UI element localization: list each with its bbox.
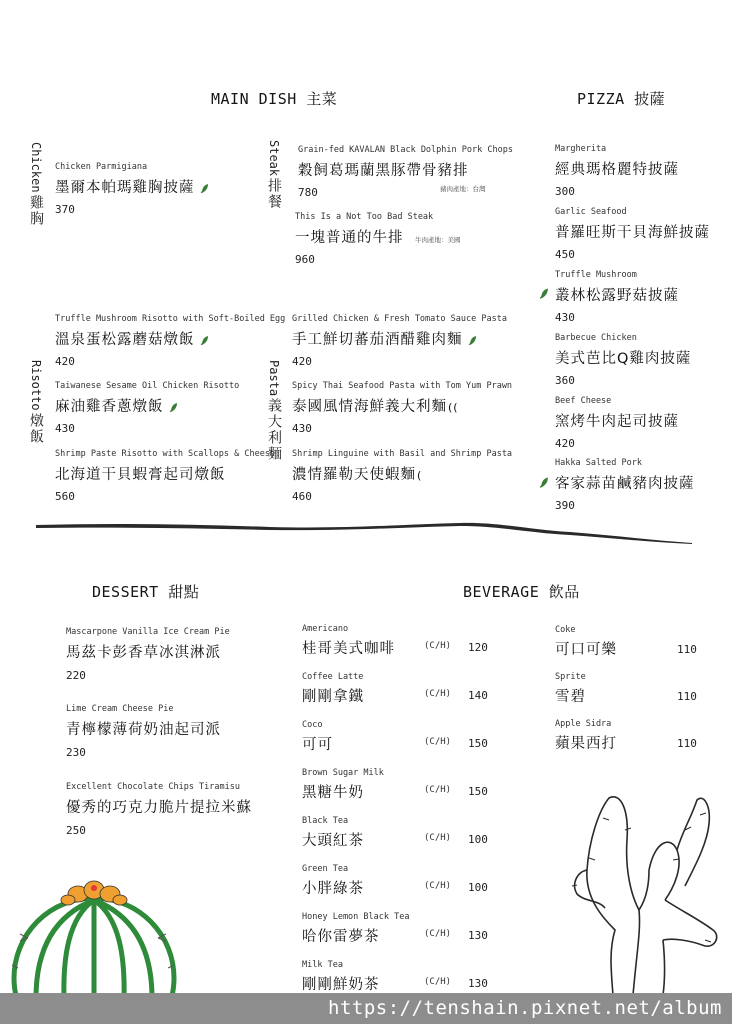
item-origin-note: 豬肉產地：台灣 [440,185,486,193]
beverage-item [302,672,502,708]
brush-divider [30,510,700,550]
item-name-zh: 窯烤牛肉起司披薩 [555,414,679,430]
beverage-title: BEVERAGE 飲品 [463,583,580,601]
item-price: 110 [677,737,697,750]
prickly-pear-cactus-illustration [565,790,730,995]
vegetarian-leaf-icon [200,335,209,346]
menu-item [292,314,507,368]
item-price: 150 [468,785,488,798]
beverage-item [302,864,502,900]
item-name-en: Barbecue Chicken [555,333,637,343]
dessert-item [66,782,252,837]
item-price: 130 [468,929,488,942]
spicy-icon: (( [448,401,459,414]
barrel-cactus-illustration [8,878,180,998]
item-price: 110 [677,690,697,703]
menu-item [55,162,209,216]
category-steak-en: Steak [267,140,281,177]
item-price: 100 [468,833,488,846]
soft-drink-item [555,625,705,661]
item-name-zh: 叢林松露野菇披薩 [555,288,679,304]
item-name-en: Black Tea [302,816,349,826]
hot-cold-label: (C/H) [424,785,452,795]
dessert-title: DESSERT 甜點 [92,583,200,601]
spicy-icon: ( [417,469,423,482]
item-name-en: Coco [302,720,323,730]
category-risotto [26,360,46,445]
watermark-text: https://tenshain.pixnet.net/album [328,997,722,1019]
beverage-item [302,912,502,948]
item-name-zh: 墨爾本帕瑪雞胸披薩 [55,180,195,196]
hot-cold-label: (C/H) [424,881,452,891]
item-price: 150 [468,737,488,750]
item-name-en: Truffle Mushroom [555,270,637,280]
item-price: 130 [468,977,488,990]
vegetarian-leaf-icon [539,476,549,489]
item-name-zh: 溫泉蛋松露蘑菇燉飯 [55,332,195,348]
vegetarian-leaf-icon [468,335,477,346]
item-name-zh: 麻油雞香蔥燉飯 [55,399,164,415]
item-name-en: Beef Cheese [555,396,612,406]
item-name-zh: 桂哥美式咖啡 [302,641,395,657]
item-name-en: Shrimp Paste Risotto with Scallops & Cheese [55,449,276,459]
pizza-item [555,207,710,261]
vegetarian-leaf-icon [539,287,549,300]
item-price: 110 [677,643,697,656]
item-name-en: Taiwanese Sesame Oil Chicken Risotto [55,381,240,391]
pizza-item [555,333,691,387]
item-name-en: Brown Sugar Milk [302,768,384,778]
hot-cold-label: (C/H) [424,977,452,987]
item-name-zh: 可可 [302,737,333,753]
item-price: 430 [555,311,575,324]
pizza-item [555,458,695,512]
category-chicken [26,142,46,227]
item-price: 230 [66,746,86,759]
item-price: 420 [555,437,575,450]
item-name-en: Lime Cream Cheese Pie [66,704,174,714]
menu-item [292,381,512,435]
category-chicken-en: Chicken [29,142,43,193]
item-name-en: Sprite [555,672,586,682]
hot-cold-label: (C/H) [424,737,452,747]
item-name-en: Grilled Chicken & Fresh Tomato Sauce Pasta [292,314,507,324]
item-name-zh: 剛剛拿鐵 [302,689,364,705]
item-name-en: Apple Sidra [555,719,612,729]
item-name-en: Excellent Chocolate Chips Tiramisu [66,782,240,792]
category-steak-zh: 排餐 [266,178,282,211]
item-name-zh: 客家蒜苗鹹豬肉披薩 [555,476,695,492]
item-price: 420 [292,355,312,368]
pizza-item [555,270,679,324]
item-name-zh: 濃情羅勒天使蝦麵 [292,467,416,483]
item-price: 120 [468,641,488,654]
vegetarian-leaf-icon [169,402,178,413]
item-price: 450 [555,248,575,261]
item-name-en: Truffle Mushroom Risotto with Soft-Boiled Egg [55,314,286,324]
soft-drink-item [555,672,705,708]
item-name-zh: 手工鮮切蕃茄酒醋雞肉麵 [292,332,463,348]
pizza-title: PIZZA 披薩 [577,90,666,108]
dessert-item [66,704,221,759]
item-price: 560 [55,490,75,503]
item-price: 100 [468,881,488,894]
item-price: 780 [298,186,318,199]
item-name-en: Garlic Seafood [555,207,627,217]
menu-item [55,381,239,435]
item-name-zh: 大頭紅茶 [302,833,364,849]
item-name-en: Mascarpone Vanilla Ice Cream Pie [66,627,230,637]
watermark-bar [0,993,732,1024]
item-name-zh: 黑糖牛奶 [302,785,364,801]
pizza-item [555,396,679,450]
item-price: 960 [295,253,315,266]
menu-item [292,449,512,503]
item-name-zh: 馬茲卡彭香草冰淇淋派 [66,645,221,661]
menu-item [55,449,275,503]
item-name-zh: 一塊普通的牛排 [295,230,404,246]
beverage-item [302,624,502,660]
item-name-en: Spicy Thai Seafood Pasta with Tom Yum Prawn [292,381,513,391]
item-price: 430 [55,422,75,435]
item-name-zh: 可口可樂 [555,642,617,658]
hot-cold-label: (C/H) [424,929,452,939]
item-name-zh: 剛剛鮮奶茶 [302,977,380,993]
category-pasta-en: Pasta [267,360,281,397]
item-name-zh: 優秀的巧克力脆片提拉米蘇 [66,800,252,816]
category-pasta-zh: 義大利麵 [266,398,282,463]
item-name-en: Milk Tea [302,960,343,970]
item-price: 300 [555,185,575,198]
soft-drink-item [555,719,705,755]
item-name-en: Grain-fed KAVALAN Black Dolphin Pork Chops [298,145,513,155]
item-name-zh: 穀飼葛瑪蘭黑豚帶骨豬排 [298,163,469,179]
dessert-item [66,627,230,682]
item-name-en: Coke [555,625,576,635]
item-name-en: Green Tea [302,864,349,874]
item-name-zh: 普羅旺斯干貝海鮮披薩 [555,225,710,241]
item-name-en: Honey Lemon Black Tea [302,912,410,922]
item-name-zh: 蘋果西打 [555,736,617,752]
item-name-en: Shrimp Linguine with Basil and Shrimp Pasta [292,449,513,459]
item-name-en: Margherita [555,144,607,154]
pizza-item [555,144,679,198]
item-price: 220 [66,669,86,682]
item-name-zh: 雪碧 [555,689,586,705]
item-name-en: Hakka Salted Pork [555,458,642,468]
item-price: 390 [555,499,575,512]
item-price: 360 [555,374,575,387]
category-steak [264,140,284,210]
menu-item [55,314,285,368]
hot-cold-label: (C/H) [424,641,452,651]
item-name-zh: 美式芭比Q雞肉披薩 [555,351,692,367]
item-price: 460 [292,490,312,503]
beverage-item [302,768,502,804]
item-name-zh: 經典瑪格麗特披薩 [555,162,679,178]
category-risotto-en: Risotto [29,360,43,411]
hot-cold-label: (C/H) [424,833,452,843]
item-price: 370 [55,203,75,216]
main-dish-title: MAIN DISH 主菜 [211,90,338,108]
item-name-zh: 哈你雷夢茶 [302,929,380,945]
item-name-en: This Is a Not Too Bad Steak [295,212,434,222]
item-price: 430 [292,422,312,435]
hot-cold-label: (C/H) [424,689,452,699]
item-name-zh: 小胖綠茶 [302,881,364,897]
item-price: 250 [66,824,86,837]
item-origin-note: 牛肉產地：美國 [415,236,461,244]
item-price: 420 [55,355,75,368]
item-name-en: Chicken Parmigiana [55,162,148,172]
category-risotto-zh: 燉飯 [28,412,44,445]
beverage-item [302,960,502,996]
item-name-zh: 青檸檬薄荷奶油起司派 [66,722,221,738]
item-name-en: Americano [302,624,349,634]
item-price: 140 [468,689,488,702]
item-name-en: Coffee Latte [302,672,364,682]
beverage-item [302,816,502,852]
item-name-zh: 北海道干貝蝦膏起司燉飯 [55,467,226,483]
menu-item [295,212,433,266]
category-chicken-zh: 雞胸 [28,194,44,227]
item-name-zh: 泰國風情海鮮義大利麵 [292,399,447,415]
category-pasta [264,360,284,462]
beverage-item [302,720,502,756]
vegetarian-leaf-icon [200,183,209,194]
